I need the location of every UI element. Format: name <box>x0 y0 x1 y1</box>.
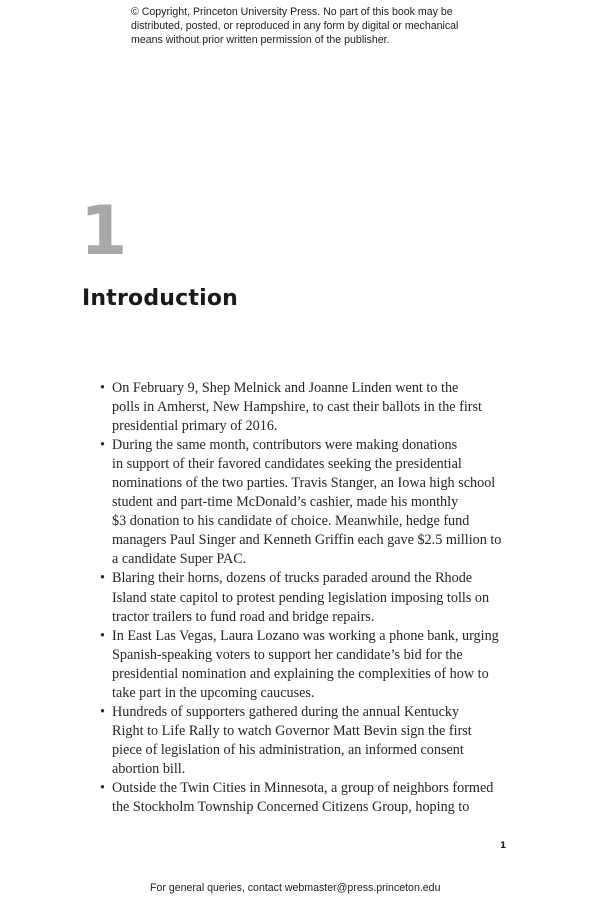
bullet-item <box>100 436 502 569</box>
copyright-line: means without prior written permission of the publisher. <box>131 34 390 46</box>
copyright-line: distributed, posted, or reproduced in any form by digital or mechanical <box>131 20 459 32</box>
text-line: $3 donation to his candidate of choice. Meanwhile, hedge fund <box>112 513 470 530</box>
bullet-icon: • <box>100 570 105 587</box>
bullet-icon: • <box>100 779 105 796</box>
text-line: nominations of the two parties. Travis Stanger, an Iowa high school <box>112 475 496 492</box>
bullet-icon: • <box>100 703 105 720</box>
text-line: Island state capitol to protest pending legislation imposing tolls on <box>112 589 490 606</box>
text-line: polls in Amherst, New Hampshire, to cast their ballots in the first <box>112 399 482 416</box>
text-line: Blaring their horns, dozens of trucks paraded around the Rhode <box>112 570 473 587</box>
text-line: take part in the upcoming caucuses. <box>112 684 315 701</box>
copyright-notice <box>131 5 491 47</box>
text-line: a candidate Super PAC. <box>112 551 247 568</box>
bullet-item <box>100 569 502 626</box>
bullet-list <box>100 379 502 817</box>
text-line: During the same month, contributors were making donations <box>112 437 458 454</box>
bullet-item <box>100 779 502 817</box>
text-line: Right to Life Rally to watch Governor Matt Bevin sign the first <box>112 722 472 739</box>
text-line: In East Las Vegas, Laura Lozano was working a phone bank, urging <box>112 627 499 644</box>
bullet-item <box>100 627 502 703</box>
bullet-icon: • <box>100 380 105 396</box>
text-line: in support of their favored candidates seeking the presidential <box>112 456 462 473</box>
text-line: tractor trailers to fund road and bridge repairs. <box>112 608 375 625</box>
text-line: managers Paul Singer and Kenneth Griffin each gave $2.5 million to <box>112 532 502 549</box>
text-line: presidential primary of 2016. <box>112 418 278 435</box>
bullet-item <box>100 379 502 436</box>
bullet-icon: • <box>100 627 105 644</box>
copyright-line: © Copyright, Princeton University Press. No part of this book may be <box>131 6 453 18</box>
page-number: 1 <box>500 841 507 851</box>
bullet-icon: • <box>100 437 105 454</box>
bullet-item <box>100 703 502 779</box>
text-line: On February 9, Shep Melnick and Joanne Linden went to the <box>112 380 459 396</box>
text-line: abortion bill. <box>112 760 186 777</box>
footer-contact: For general queries, contact webmaster@press.princeton.edu <box>150 882 441 894</box>
text-line: presidential nomination and explaining the complexities of how to <box>112 665 489 682</box>
text-line: Outside the Twin Cities in Minnesota, a group of neighbors formed <box>112 779 494 796</box>
chapter-title: Introduction <box>82 286 239 311</box>
text-line: the Stockholm Township Concerned Citizens Group, hoping to <box>112 799 470 816</box>
text-line: Spanish-speaking voters to support her candidate’s bid for the <box>112 646 463 663</box>
text-line: piece of legislation of his administration, an informed consent <box>112 741 464 758</box>
text-line: student and part-time McDonald’s cashier, made his monthly <box>112 494 459 511</box>
chapter-number: 1 <box>80 192 126 271</box>
text-line: Hundreds of supporters gathered during the annual Kentucky <box>112 703 460 720</box>
